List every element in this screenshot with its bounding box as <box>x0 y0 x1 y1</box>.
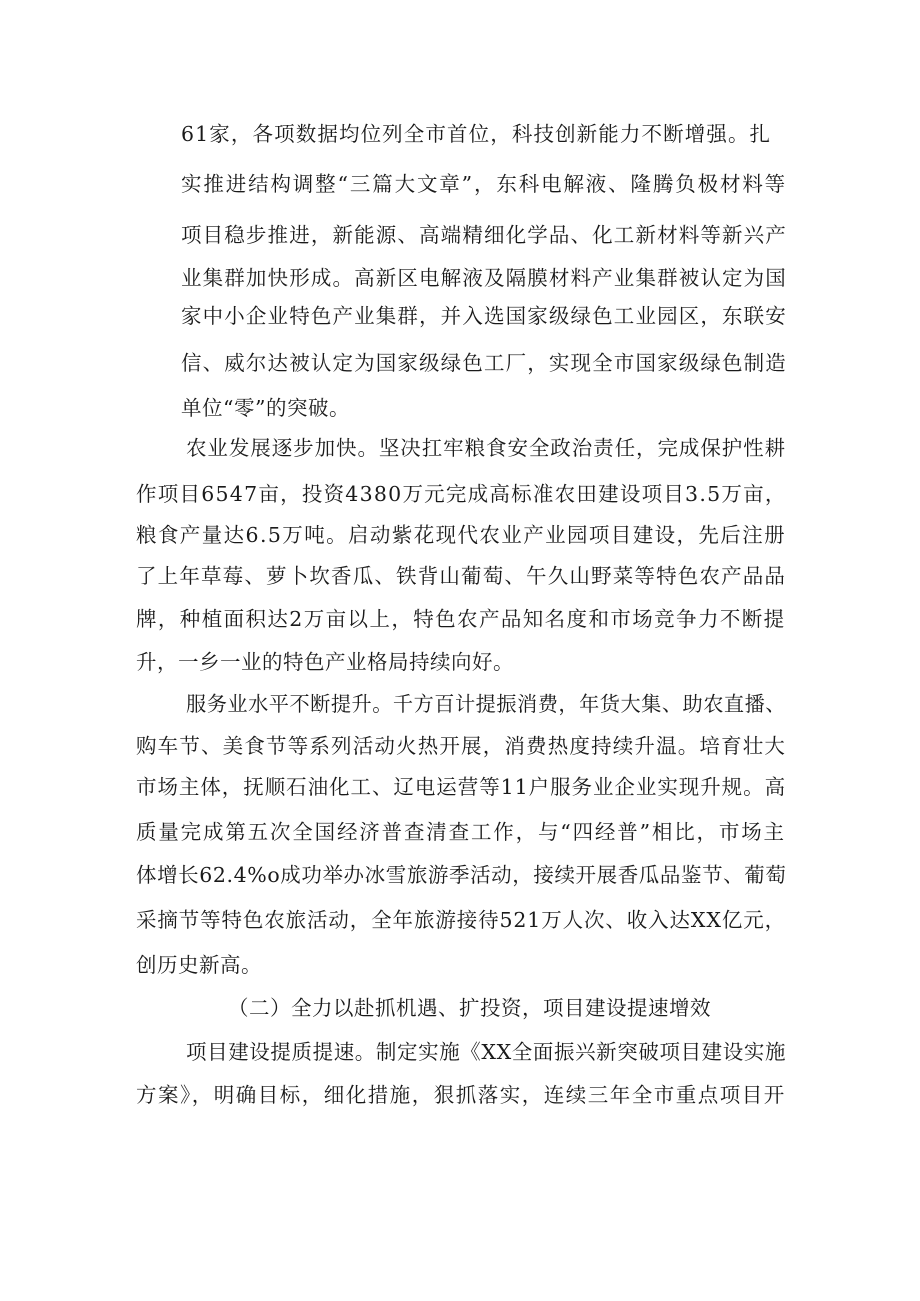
body-text-line: 信、威尔达被认定为国家级绿色工厂，实现全市国家级绿色制造 <box>181 351 787 375</box>
body-text-line: 升，一乡一业的特色产业格局持续向好。 <box>136 650 514 674</box>
body-text-line: 采摘节等特色农旅活动，全年旅游接待521万人次、收入达XX亿元， <box>136 908 786 932</box>
paragraph-heading-services: 服务业水平不断提升。千方百计提振消费，年货大集、助农直播、 <box>186 692 786 716</box>
body-text-line: 单位“零”的突破。 <box>181 396 350 420</box>
body-text-line: 作项目6547亩，投资4380万元完成高标准农田建设项目3.5万亩， <box>136 482 787 506</box>
body-text-line: 家中小企业特色产业集群，并入选国家级绿色工业园区，东联安 <box>181 304 787 328</box>
body-text-line: 购车节、美食节等系列活动火热开展，消费热度持续升温。培育壮大 <box>136 734 787 758</box>
body-text-line: 粮食产量达6.5万吨。启动紫花现代农业产业园项目建设，先后注册 <box>136 523 786 547</box>
body-text-line: 61家，各项数据均位列全市首位，科技创新能力不断增强。扎 <box>181 122 772 146</box>
paragraph-heading-agriculture: 农业发展逐步加快。坚决扛牢粮食安全政治责任，完成保护性耕 <box>186 436 787 460</box>
body-text-line: 实推进结构调整“三篇大文章”，东科电解液、隆腾负极材料等 <box>181 172 788 196</box>
paragraph-heading-projects: 项目建设提质提速。制定实施《XX全面振兴新突破项目建设实施 <box>186 1040 787 1064</box>
body-text-line: 体增长62.4%o成功举办冰雪旅游季活动，接续开展香瓜品鉴节、葡萄 <box>136 863 787 887</box>
body-text-line: 质量完成第五次全国经济普查清查工作，与“四经普”相比，市场主 <box>136 820 786 844</box>
body-text-line: 牌，种植面积达2万亩以上，特色农产品知名度和市场竞争力不断提 <box>136 607 786 631</box>
body-text-line: 项目稳步推进，新能源、高端精细化学品、化工新材料等新兴产 <box>181 223 787 247</box>
body-text-line: 市场主体，抚顺石油化工、辽电运营等11户服务业企业实现升规。高 <box>136 775 787 799</box>
body-text-line: 创历史新高。 <box>136 953 262 977</box>
body-text-line: 业集群加快形成。高新区电解液及隔膜材料产业集群被认定为国 <box>181 266 787 290</box>
body-text-line: 方案》，明确目标，细化措施，狠抓落实，连续三年全市重点项目开 <box>136 1083 786 1107</box>
section-heading: （二）全力以赴抓机遇、扩投资，项目建设提速增效 <box>228 996 711 1020</box>
body-text-line: 了上年草莓、萝卜坎香瓜、铁背山葡萄、午久山野菜等特色农产品品 <box>136 564 787 588</box>
